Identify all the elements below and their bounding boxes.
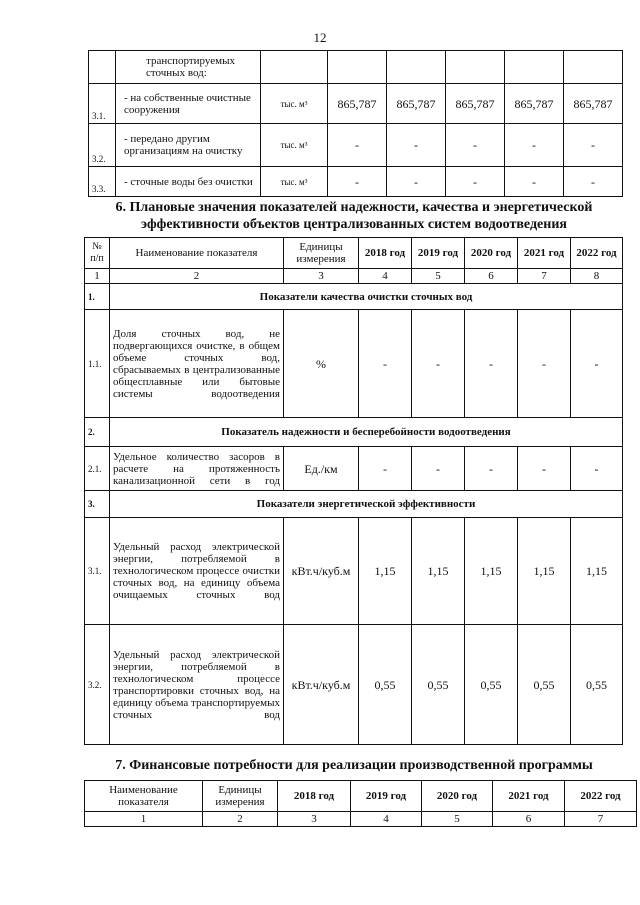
- group-number: 1.: [85, 284, 110, 310]
- group-row: [85, 491, 623, 518]
- value-cell: -: [505, 167, 564, 197]
- column-number: 8: [571, 269, 623, 284]
- header-year: 2022 год: [571, 238, 623, 269]
- unit-cell: тыс. м³: [261, 84, 328, 124]
- group-number: 2.: [85, 418, 110, 447]
- value-cell: 1,15: [518, 518, 571, 625]
- table-row: [89, 124, 623, 167]
- section-6-title: [84, 199, 624, 233]
- section-6-title-line-1: 6. Плановые значения показателей надежности, качества и энергетической: [115, 200, 593, 215]
- value-cell: -: [446, 124, 505, 167]
- indicator-name: - передано другим организациям на очистку: [116, 124, 261, 167]
- column-number: 6: [493, 812, 565, 827]
- value-cell: 0,55: [571, 625, 623, 745]
- value-cell: -: [359, 447, 412, 491]
- row-number: 3.2.: [85, 625, 110, 745]
- financial-needs-table: [84, 780, 637, 827]
- column-number: 6: [465, 269, 518, 284]
- unit-cell: кВт.ч/куб.м: [284, 625, 359, 745]
- value-cell: 1,15: [359, 518, 412, 625]
- value-cell: 0,55: [359, 625, 412, 745]
- value-cell: -: [446, 167, 505, 197]
- indicator-name: Доля сточных вод, не подвергающихся очистке, в общем объеме сточных вод, сбрасываемых в централизованные общесплавные или бытовые системы водоотведения: [110, 310, 284, 418]
- value-cell: 865,787: [505, 84, 564, 124]
- column-number: 7: [565, 812, 637, 827]
- unit-cell: %: [284, 310, 359, 418]
- group-row: [85, 418, 623, 447]
- header-unit: Единицы измерения: [284, 238, 359, 269]
- header-unit: Единицы измерения: [203, 781, 278, 812]
- value-cell: -: [328, 124, 387, 167]
- table-row: [89, 167, 623, 197]
- header-num: № п/п: [85, 238, 110, 269]
- indicator-name: Удельное количество засоров в расчете на протяженность канализационной сети в год: [110, 447, 284, 491]
- indicator-name: - на собственные очистные сооружения: [116, 84, 261, 124]
- value-cell: -: [412, 310, 465, 418]
- header-year: 2021 год: [518, 238, 571, 269]
- column-number: 2: [203, 812, 278, 827]
- value-cell: -: [518, 310, 571, 418]
- header-year: 2022 год: [565, 781, 637, 812]
- value-cell: 0,55: [412, 625, 465, 745]
- header-name: Наименование показателя: [110, 238, 284, 269]
- value-cell: -: [518, 447, 571, 491]
- table-row: [89, 51, 623, 84]
- section-7-title: 7. Финансовые потребности для реализации производственной программы: [115, 758, 593, 773]
- value-cell: 0,55: [518, 625, 571, 745]
- value-cell: -: [564, 124, 623, 167]
- value-cell: -: [387, 167, 446, 197]
- header-year: 2018 год: [359, 238, 412, 269]
- column-number: 1: [85, 812, 203, 827]
- value-cell: 1,15: [571, 518, 623, 625]
- unit-cell: тыс. м³: [261, 167, 328, 197]
- header-year: 2018 год: [278, 781, 351, 812]
- header-year: 2020 год: [422, 781, 493, 812]
- table-row: [85, 310, 623, 418]
- row-number: 3.2.: [89, 124, 116, 167]
- row-number: [89, 51, 116, 84]
- column-number: 3: [284, 269, 359, 284]
- column-number-row: [85, 269, 623, 284]
- value-cell: -: [465, 310, 518, 418]
- section-6-title-line-2: эффективности объектов централизованных систем водоотведения: [141, 217, 567, 232]
- table-row: [85, 447, 623, 491]
- value-cell: -: [412, 447, 465, 491]
- column-number: 3: [278, 812, 351, 827]
- row-number: 3.1.: [85, 518, 110, 625]
- group-title: Показатели энергетической эффективности: [110, 491, 623, 518]
- value-cell: 865,787: [387, 84, 446, 124]
- table-header-row: [85, 781, 637, 812]
- row-number: 1.1.: [85, 310, 110, 418]
- transported-wastewater-table: [88, 50, 623, 197]
- indicator-name: транспортируемых сточных вод:: [116, 51, 261, 84]
- value-cell: 1,15: [465, 518, 518, 625]
- group-title: Показатели качества очистки сточных вод: [110, 284, 623, 310]
- unit-cell: кВт.ч/куб.м: [284, 518, 359, 625]
- indicator-name: Удельный расход электрической энергии, потребляемой в технологическом процессе транспортировки сточных вод, на единицу объема транспортируемых сточных вод: [110, 625, 284, 745]
- column-number: 1: [85, 269, 110, 284]
- indicators-table: [84, 237, 623, 745]
- column-number: 4: [359, 269, 412, 284]
- table-header-row: [85, 238, 623, 269]
- header-year: 2021 год: [493, 781, 565, 812]
- header-year: 2019 год: [412, 238, 465, 269]
- indicator-name: - сточные воды без очистки: [116, 167, 261, 197]
- column-number: 4: [351, 812, 422, 827]
- column-number: 5: [422, 812, 493, 827]
- value-cell: -: [359, 310, 412, 418]
- column-number: 7: [518, 269, 571, 284]
- header-year: 2019 год: [351, 781, 422, 812]
- value-cell: -: [328, 167, 387, 197]
- unit-cell: Ед./км: [284, 447, 359, 491]
- table-row: [85, 625, 623, 745]
- table-row: [89, 84, 623, 124]
- indicator-name: Удельный расход электрической энергии, потребляемой в технологическом процессе очистки сточных вод, на единицу объема очищаемых сточных вод: [110, 518, 284, 625]
- table-row: [85, 518, 623, 625]
- value-cell: 1,15: [412, 518, 465, 625]
- group-title: Показатель надежности и бесперебойности водоотведения: [110, 418, 623, 447]
- row-number: 3.1.: [89, 84, 116, 124]
- value-cell: 865,787: [564, 84, 623, 124]
- value-cell: -: [564, 167, 623, 197]
- header-year: 2020 год: [465, 238, 518, 269]
- group-row: [85, 284, 623, 310]
- value-cell: -: [387, 124, 446, 167]
- row-number: 3.3.: [89, 167, 116, 197]
- column-number-row: [85, 812, 637, 827]
- value-cell: 865,787: [446, 84, 505, 124]
- row-number: 2.1.: [85, 447, 110, 491]
- value-cell: -: [571, 447, 623, 491]
- value-cell: -: [505, 124, 564, 167]
- value-cell: -: [465, 447, 518, 491]
- header-name: Наименование показателя: [85, 781, 203, 812]
- column-number: 2: [110, 269, 284, 284]
- unit-cell: тыс. м³: [261, 124, 328, 167]
- group-number: 3.: [85, 491, 110, 518]
- value-cell: 865,787: [328, 84, 387, 124]
- value-cell: -: [571, 310, 623, 418]
- value-cell: 0,55: [465, 625, 518, 745]
- column-number: 5: [412, 269, 465, 284]
- page-number: 12: [313, 30, 327, 45]
